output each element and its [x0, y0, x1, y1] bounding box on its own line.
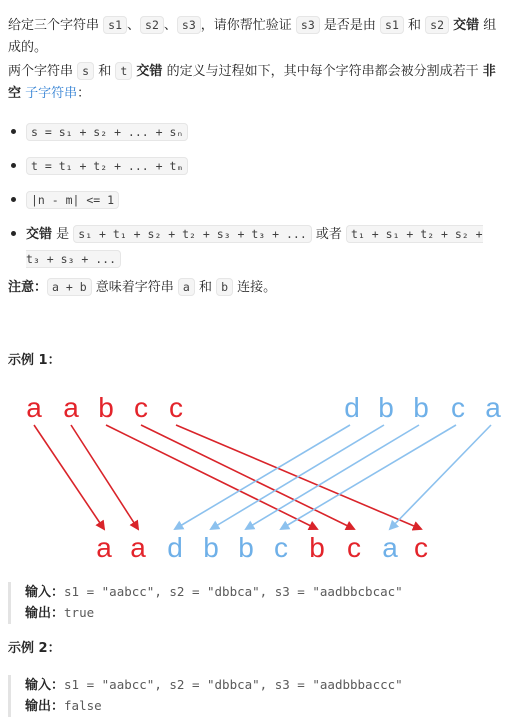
text: 和: [194, 280, 217, 295]
code-s: s: [77, 62, 94, 80]
s3-letter: b: [309, 532, 325, 563]
s2-letter: c: [451, 392, 465, 423]
input-label: 输入：: [25, 678, 65, 693]
s2-letter: d: [344, 392, 360, 423]
code-t-split: t = t₁ + t₂ + ... + tₘ: [26, 157, 188, 175]
s1-letter: a: [63, 392, 79, 423]
code-interleave-b: t₁ + s₁ + t₂ + s₂ + t₃ + s₃ + ...: [26, 227, 483, 266]
code-interleave-a: s₁ + t₁ + s₂ + t₂ + s₃ + t₃ + ...: [73, 225, 311, 243]
definition-list: [8, 120, 503, 281]
s1-letter: b: [98, 392, 114, 423]
s2-letter: b: [413, 392, 429, 423]
code-s3: s3: [177, 16, 201, 34]
example-1-block: [8, 582, 505, 624]
text: 是: [52, 227, 74, 242]
interleave-diagram: [8, 385, 503, 565]
code-t: t: [115, 62, 132, 80]
s3-letter: d: [167, 532, 183, 563]
list-item: [8, 120, 503, 145]
s3-letter: c: [274, 532, 288, 563]
arrow-s2-to-s3: [211, 425, 384, 529]
code-a-plus-b: a + b: [47, 278, 92, 296]
output-value: false: [64, 698, 102, 713]
input-value: s1 = "aabcc", s2 = "dbbca", s3 = "aadbbbaccc": [64, 677, 403, 692]
example-2-block: [8, 675, 505, 717]
s1-letter: a: [26, 392, 42, 423]
s3-letter: a: [130, 532, 146, 563]
arrow-s2-to-s3: [246, 425, 419, 529]
letters-group: [26, 392, 501, 563]
text: 、: [127, 18, 141, 33]
bold-interleave: 交错: [136, 64, 163, 79]
intro-paragraph: [8, 14, 503, 59]
arrow-s1-to-s3: [71, 425, 138, 529]
text: ，请你帮忙验证: [200, 18, 296, 33]
s2-letter: a: [485, 392, 501, 423]
text: 或者: [311, 227, 347, 242]
text: 和: [94, 64, 116, 79]
code-s2: s2: [140, 16, 164, 34]
example-2-input: [25, 675, 505, 696]
example-1-input: [25, 582, 505, 603]
s2-letter: b: [378, 392, 394, 423]
example-2-output: [25, 696, 505, 717]
text: 组成的。: [8, 18, 497, 55]
output-label: 输出：: [25, 699, 65, 714]
code-s-split: s = s₁ + s₂ + ... + sₙ: [26, 123, 188, 141]
text: 、: [163, 18, 177, 33]
example-2-title: 示例 2：: [8, 641, 61, 656]
text: 和: [403, 18, 426, 33]
substring-link[interactable]: 子字符串: [25, 86, 78, 101]
s3-letter: b: [203, 532, 219, 563]
text: 的定义与过程如下，其中每个字符串都会被分割成若干: [162, 64, 483, 79]
output-label: 输出：: [25, 606, 65, 621]
note-paragraph: [8, 276, 503, 299]
code-length-constraint: |n - m| <= 1: [26, 191, 119, 209]
list-item: [8, 188, 503, 213]
text: 意味着字符串: [91, 280, 178, 295]
example-1-output: [25, 603, 505, 624]
s3-letter: b: [238, 532, 254, 563]
s3-letter: c: [414, 532, 428, 563]
code-b: b: [216, 278, 233, 296]
s3-letter: c: [347, 532, 361, 563]
arrow-s2-to-s3: [281, 425, 456, 529]
definition-paragraph: [8, 60, 503, 105]
text: 两个字符串: [8, 64, 78, 79]
s1-letter: c: [134, 392, 148, 423]
arrow-s2-to-s3: [390, 425, 491, 529]
s3-letter: a: [382, 532, 398, 563]
text: 连接。: [233, 280, 277, 295]
code-s1: s1: [380, 16, 404, 34]
example-1-title: 示例 1：: [8, 353, 61, 368]
text: 给定三个字符串: [8, 18, 104, 33]
output-value: true: [64, 605, 95, 620]
code-s3: s3: [296, 16, 320, 34]
s1-letter: c: [169, 392, 183, 423]
arrow-s1-to-s3: [141, 425, 354, 529]
bold-interleave: 交错: [26, 227, 53, 242]
bold-nonempty: 非空: [8, 64, 496, 101]
code-s2: s2: [425, 16, 449, 34]
code-s1: s1: [103, 16, 127, 34]
list-item: [8, 222, 503, 272]
arrows-group: [34, 425, 491, 529]
text: 是否是由: [319, 18, 381, 33]
input-label: 输入：: [25, 585, 65, 600]
code-a: a: [178, 278, 195, 296]
note-label: 注意：: [8, 280, 48, 295]
arrow-s1-to-s3: [34, 425, 104, 529]
s3-letter: a: [96, 532, 112, 563]
text: ：: [77, 86, 91, 101]
list-item: [8, 154, 503, 179]
bold-interleave: 交错: [453, 18, 480, 33]
input-value: s1 = "aabcc", s2 = "dbbca", s3 = "aadbbcbcac": [64, 584, 403, 599]
